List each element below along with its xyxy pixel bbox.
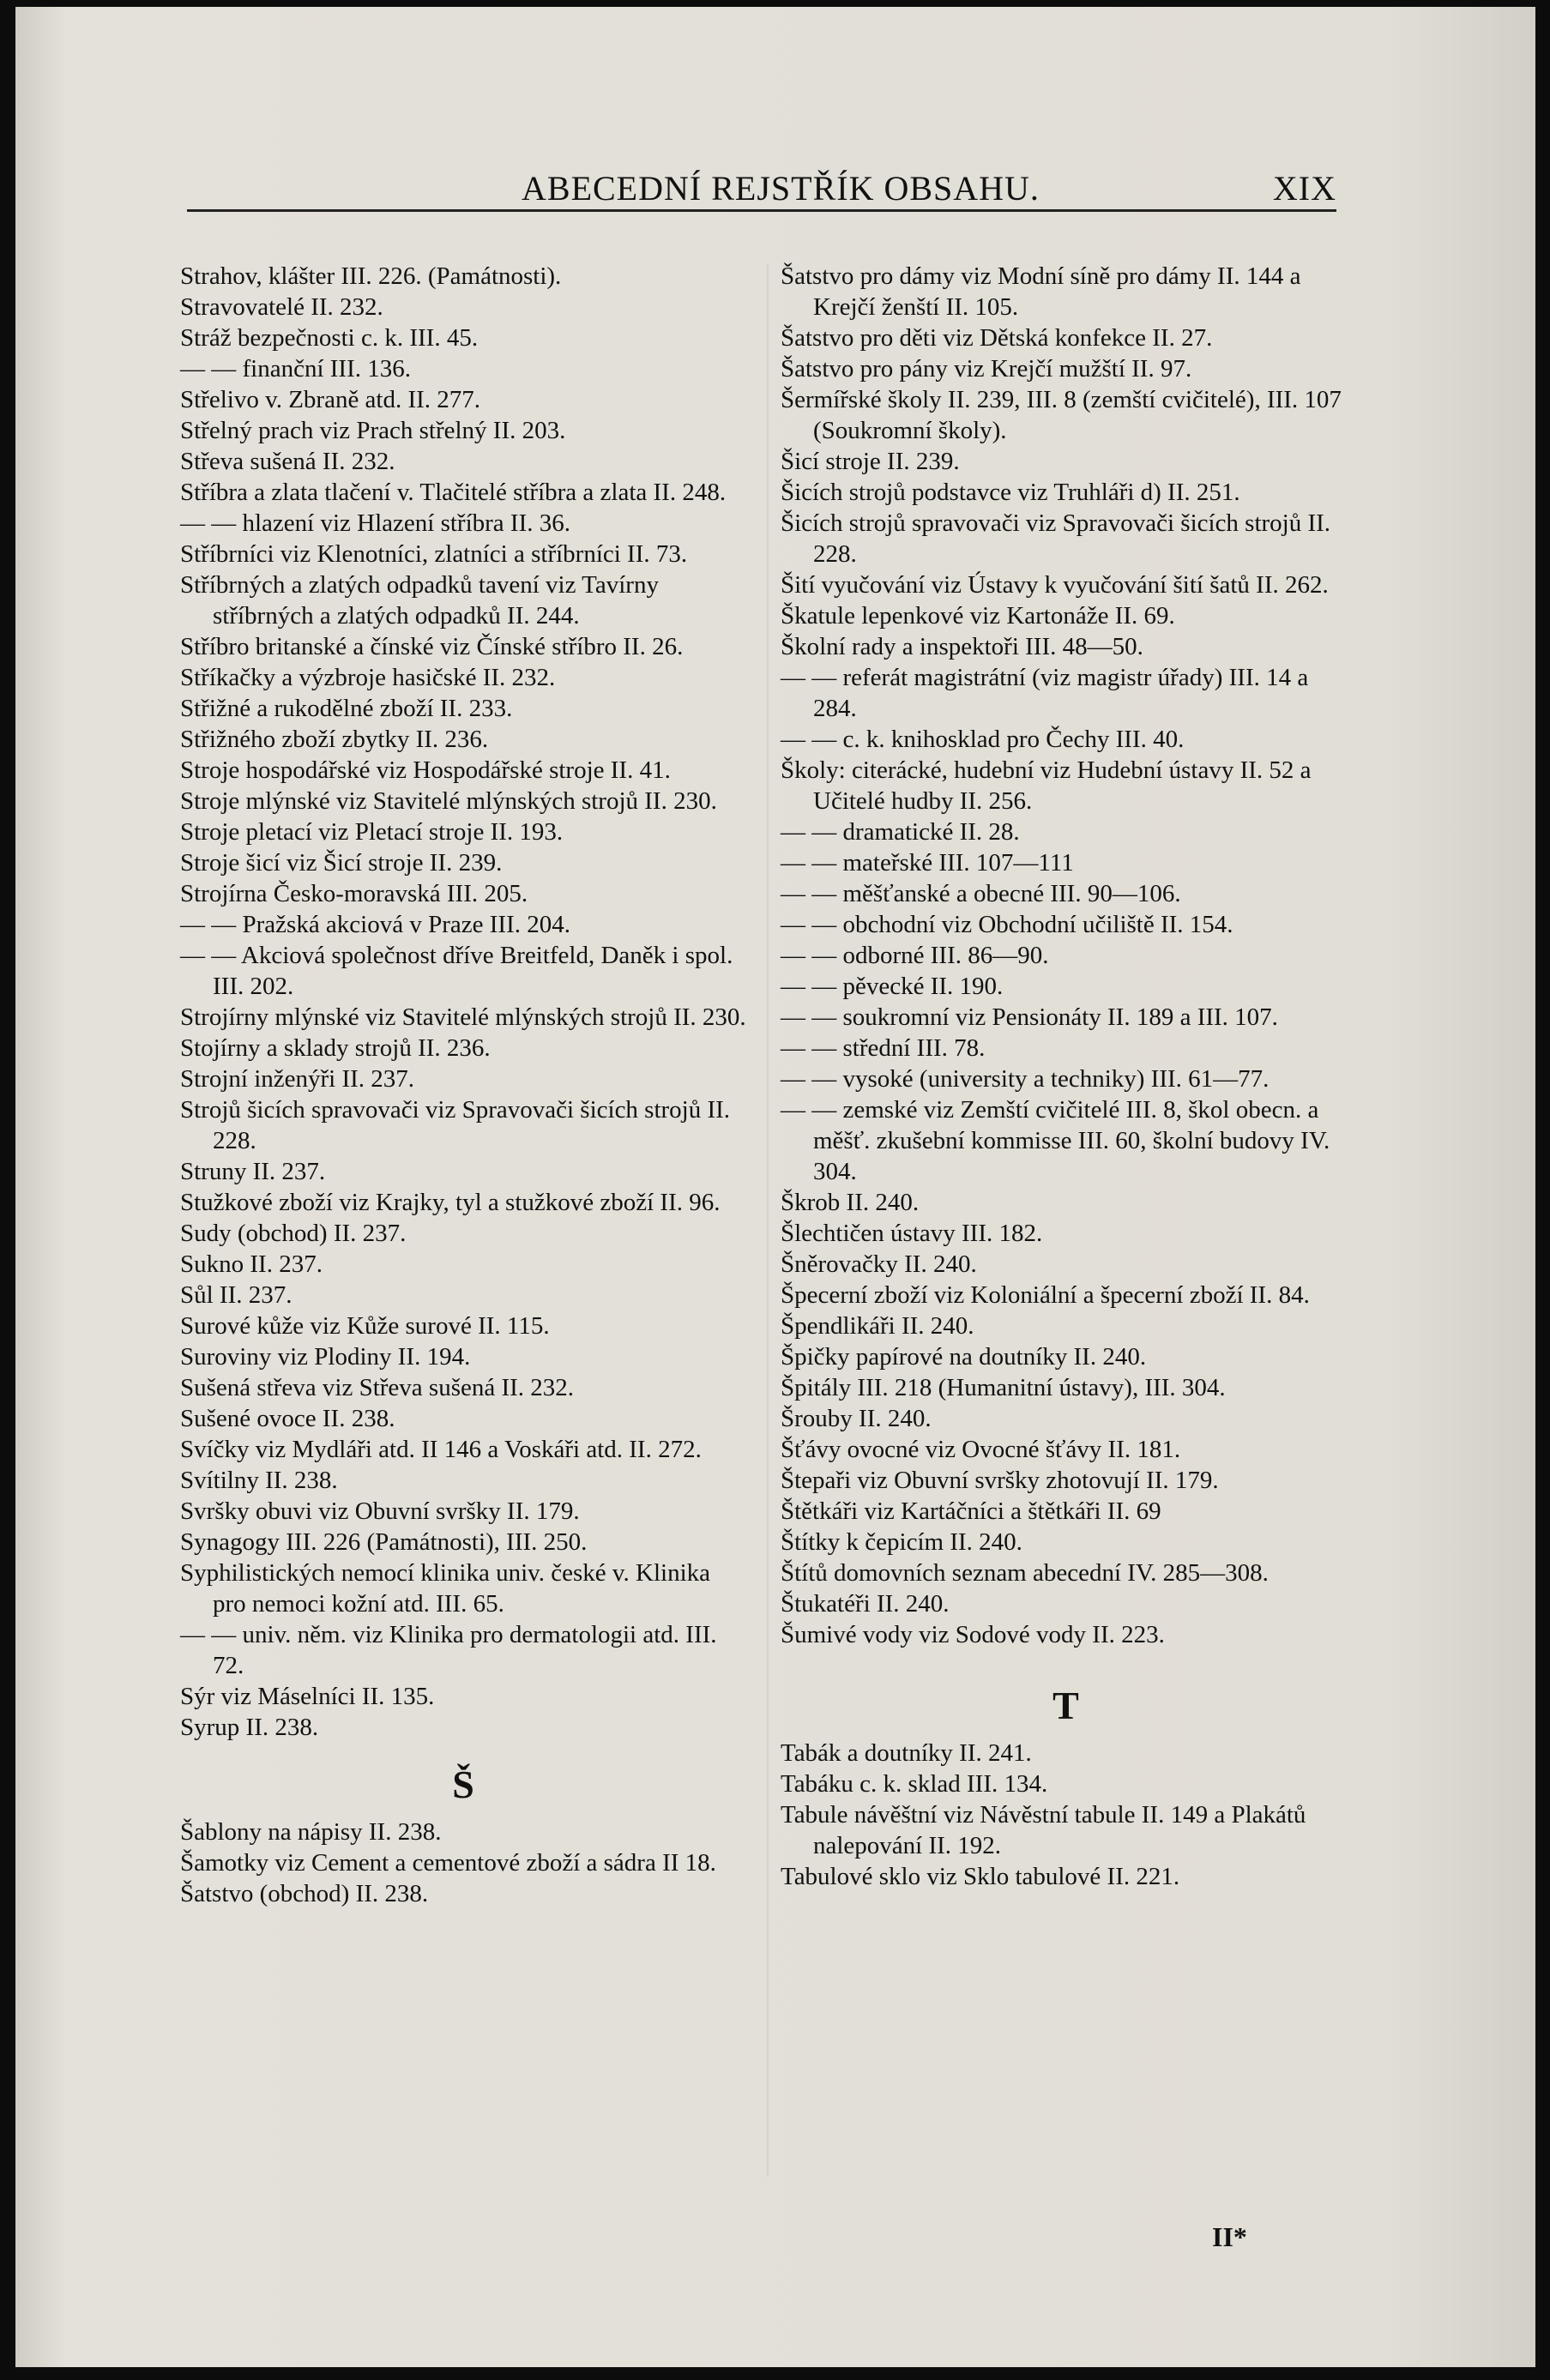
- page-header: [187, 166, 1336, 212]
- index-entry: Šlechtičen ústavy III. 182.: [781, 1220, 1043, 1247]
- index-entry: Šumivé vody viz Sodové vody II. 223.: [781, 1621, 1165, 1648]
- index-entry: Svršky obuvi viz Obuvní svršky II. 179.: [180, 1497, 580, 1525]
- index-entry: — — vysoké (university a techniky) III. 61—77.: [781, 1065, 1270, 1093]
- index-entry: Sudy (obchod) II. 237.: [180, 1220, 407, 1247]
- index-entry: Stojírny a sklady strojů II. 236.: [180, 1034, 491, 1062]
- index-entry: Sušené ovoce II. 238.: [180, 1405, 395, 1432]
- index-entry: — — mateřské III. 107—111: [781, 849, 1074, 877]
- index-entry: Střižné a rukodělné zboží II. 233.: [180, 695, 513, 722]
- index-entry: Školní rady a inspektoři III. 48—50.: [781, 633, 1143, 660]
- index-entry: Štítů domovních seznam abecední IV. 285—308.: [781, 1559, 1269, 1587]
- index-entry: Sůl II. 237.: [180, 1281, 293, 1309]
- index-entry: Školy: citerácké, hudební viz Hudební ústavy II. 52 a Učitelé hudby II. 256.: [781, 756, 1312, 815]
- index-entry: — — pěvecké II. 190.: [781, 973, 1004, 1000]
- index-entry: Škrob II. 240.: [781, 1189, 920, 1216]
- index-column-right: [781, 261, 1351, 1892]
- index-entry: Štepaři viz Obuvní svršky zhotovují II. 179.: [781, 1467, 1219, 1494]
- index-entry: Stravovatelé II. 232.: [180, 293, 383, 321]
- index-entry: Střižného zboží zbytky II. 236.: [180, 726, 489, 753]
- index-entry: Šicích strojů podstavce viz Truhláři d) II. 251.: [781, 479, 1240, 506]
- index-entry: Stužkové zboží viz Krajky, tyl a stužkové zboží II. 96.: [180, 1189, 721, 1216]
- index-entry: Šatstvo pro děti viz Dětská konfekce II. 27.: [781, 324, 1213, 352]
- index-entry: — — finanční III. 136.: [180, 355, 411, 383]
- index-entry: Strojní inženýři II. 237.: [180, 1065, 415, 1093]
- index-entry: Šicí stroje II. 239.: [781, 448, 960, 475]
- index-entry: Syphilistických nemocí klinika univ. české v. Klinika pro nemoci kožní atd. III. 65.: [180, 1559, 711, 1618]
- signature-mark: II*: [1212, 2221, 1247, 2252]
- index-entry: Štukatéři II. 240.: [781, 1590, 950, 1618]
- index-entry: Šatstvo pro dámy viz Modní síně pro dámy II. 144 a Krejčí ženští II. 105.: [781, 262, 1301, 321]
- index-entry: Stříbrníci viz Klenotníci, zlatníci a stříbrníci II. 73.: [180, 540, 688, 568]
- index-entry: Struny II. 237.: [180, 1158, 326, 1185]
- index-entry: Střelný prach viz Prach střelný II. 203.: [180, 417, 566, 444]
- index-entry: Šatstvo pro pány viz Krejčí mužští II. 97.: [781, 355, 1192, 383]
- index-entry: Surové kůže viz Kůže surové II. 115.: [180, 1312, 550, 1340]
- index-entry: Stroje pletací viz Pletací stroje II. 193.: [180, 818, 564, 846]
- index-entry: Střeva sušená II. 232.: [180, 448, 395, 475]
- document-page: [15, 7, 1535, 2367]
- index-entry: Sukno II. 237.: [180, 1250, 323, 1278]
- entry-list-right-bottom: [781, 1738, 1351, 1892]
- index-entry: Střelivo v. Zbraně atd. II. 277.: [180, 386, 481, 413]
- index-entry: Špendlikáři II. 240.: [781, 1312, 974, 1340]
- index-entry: Tabule návěštní viz Návěstní tabule II. 149 a Plakátů nalepování II. 192.: [781, 1801, 1306, 1859]
- index-entry: Šití vyučování viz Ústavy k vyučování šití šatů II. 262.: [781, 571, 1329, 599]
- index-entry: — — referát magistrátní (viz magistr úřady) III. 14 a 284.: [781, 664, 1309, 722]
- index-entry: Špecerní zboží viz Koloniální a špecerní zboží II. 84.: [781, 1281, 1310, 1309]
- letter-heading-s-caron: Š: [452, 1762, 474, 1806]
- column-divider: [767, 264, 769, 2177]
- index-entry: Strojů šicích spravovači viz Spravovači šicích strojů II. 228.: [180, 1096, 731, 1154]
- index-entry: Strojírny mlýnské viz Stavitelé mlýnských strojů II. 230.: [180, 1003, 746, 1031]
- index-entry: — — zemské viz Zemští cvičitelé III. 8, škol obecn. a měšť. zkušební kommisse III. 60, školní budovy IV. 304.: [781, 1096, 1330, 1185]
- index-entry: Sušená střeva viz Střeva sušená II. 232.: [180, 1374, 575, 1401]
- index-entry: Svíčky viz Mydláři atd. II 146 a Voskáři atd. II. 272.: [180, 1436, 702, 1463]
- index-entry: — — soukromní viz Pensionáty II. 189 a III. 107.: [781, 1003, 1278, 1031]
- page-title: ABECEDNÍ REJSTŘÍK OBSAHU.: [522, 169, 1040, 208]
- index-entry: Stroje mlýnské viz Stavitelé mlýnských strojů II. 230.: [180, 787, 717, 815]
- index-entry: Tabulové sklo viz Sklo tabulové II. 221.: [781, 1863, 1180, 1890]
- index-entry: Šamotky viz Cement a cementové zboží a sádra II 18.: [180, 1849, 716, 1877]
- index-entry: Stříbrných a zlatých odpadků tavení viz Tavírny stříbrných a zlatých odpadků II. 244.: [180, 571, 659, 630]
- index-entry: Stříbro britanské a čínské viz Čínské stříbro II. 26.: [180, 633, 684, 660]
- index-entry: Sýr viz Máselníci II. 135.: [180, 1683, 435, 1710]
- index-entry: Šablony na nápisy II. 238.: [180, 1818, 442, 1846]
- index-entry: Štětkáři viz Kartáčníci a štětkáři II. 69: [781, 1497, 1161, 1525]
- index-entry: — — dramatické II. 28.: [781, 818, 1020, 846]
- index-entry: Šicích strojů spravovači viz Spravovači šicích strojů II. 228.: [781, 509, 1331, 568]
- index-entry: Šermířské školy II. 239, III. 8 (zemští cvičitelé), III. 107 (Soukromní školy).: [781, 386, 1342, 444]
- entry-list-right-top: [781, 261, 1351, 1650]
- index-entry: — — Akciová společnost dříve Breitfeld, Daněk i spol. III. 202.: [180, 942, 733, 1000]
- index-entry: Strahov, klášter III. 226. (Památnosti).: [180, 262, 562, 290]
- index-entry: Šťávy ovocné viz Ovocné šťávy II. 181.: [781, 1436, 1181, 1463]
- index-entry: — — univ. něm. viz Klinika pro dermatologii atd. III. 72.: [180, 1621, 717, 1679]
- index-entry: Šrouby II. 240.: [781, 1405, 932, 1432]
- index-entry: Šatstvo (obchod) II. 238.: [180, 1880, 429, 1907]
- index-entry: Synagogy III. 226 (Památnosti), III. 250.: [180, 1528, 588, 1556]
- index-entry: Stříkačky a výzbroje hasičské II. 232.: [180, 664, 556, 691]
- index-entry: Svítilny II. 238.: [180, 1467, 338, 1494]
- index-entry: Tabáku c. k. sklad III. 134.: [781, 1770, 1048, 1798]
- index-column-left: [180, 261, 746, 1909]
- index-entry: — — střední III. 78.: [781, 1034, 986, 1062]
- index-entry: — — hlazení viz Hlazení stříbra II. 36.: [180, 509, 570, 537]
- index-entry: Stráž bezpečnosti c. k. III. 45.: [180, 324, 479, 352]
- index-entry: — — obchodní viz Obchodní učiliště II. 154.: [781, 911, 1233, 938]
- index-entry: Škatule lepenkové viz Kartonáže II. 69.: [781, 602, 1175, 630]
- index-entry: Štítky k čepicím II. 240.: [781, 1528, 1022, 1556]
- index-entry: Šněrovačky II. 240.: [781, 1250, 977, 1278]
- letter-heading-t: T: [1052, 1684, 1079, 1727]
- index-entry: Tabák a doutníky II. 241.: [781, 1739, 1032, 1767]
- index-entry: Špitály III. 218 (Humanitní ústavy), III. 304.: [781, 1374, 1226, 1401]
- entry-list-left-bottom: [180, 1817, 746, 1909]
- entry-list-left-top: [180, 261, 746, 1743]
- index-entry: Stroje hospodářské viz Hospodářské stroje II. 41.: [180, 756, 671, 784]
- index-entry: — — c. k. knihosklad pro Čechy III. 40.: [781, 726, 1185, 753]
- page-number: XIX: [1272, 169, 1336, 208]
- index-entry: Syrup II. 238.: [180, 1714, 319, 1741]
- index-entry: Špičky papírové na doutníky II. 240.: [781, 1343, 1147, 1371]
- index-entry: — — měšťanské a obecné III. 90—106.: [781, 880, 1181, 907]
- index-entry: Suroviny viz Plodiny II. 194.: [180, 1343, 471, 1371]
- index-entry: Stroje šicí viz Šicí stroje II. 239.: [180, 849, 503, 877]
- index-entry: — — odborné III. 86—90.: [781, 942, 1049, 969]
- index-entry: Strojírna Česko-moravská III. 205.: [180, 880, 528, 907]
- index-entry: Stříbra a zlata tlačení v. Tlačitelé stříbra a zlata II. 248.: [180, 479, 727, 506]
- index-entry: — — Pražská akciová v Praze III. 204.: [180, 911, 570, 938]
